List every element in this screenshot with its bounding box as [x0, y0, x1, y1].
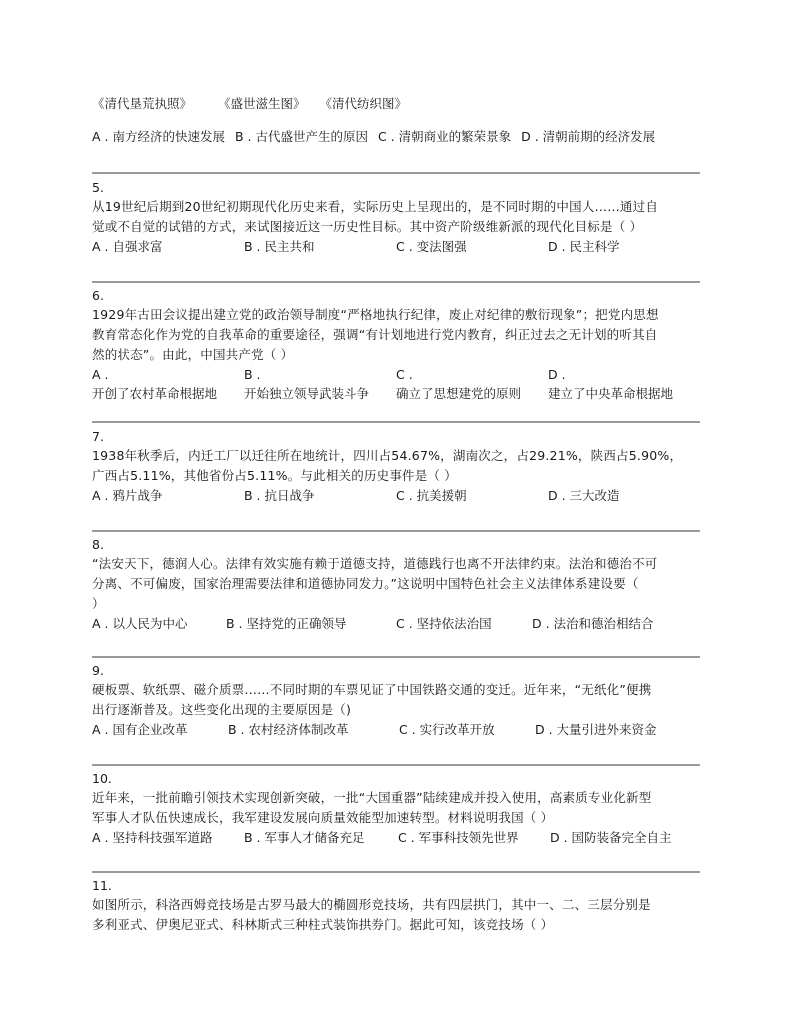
question-stem: 1938年秋季后，内迁工厂以迁往所在地统计，四川占54.67%，湖南次之，占29.21%，陕西占5.90%， 广西占5.11%，其他省份占5.11%。与此相关的历史事件是（ ） [92, 448, 683, 483]
divider [92, 871, 700, 873]
option-b[interactable]: B . 军事人才储备充足 [244, 830, 365, 845]
question-6 [92, 287, 702, 403]
option-d[interactable]: D . 民主科学 [548, 239, 620, 254]
option-a[interactable]: A . 坚持科技强军道路 [92, 830, 213, 845]
question-8 [92, 536, 702, 634]
option-b[interactable]: B . 开始独立领导武装斗争 [244, 367, 370, 401]
divider [92, 530, 700, 532]
caption-textile-painting: 《清代纺织图》 [319, 96, 408, 111]
option-b[interactable]: B . 古代盛世产生的原因 [234, 129, 368, 144]
question-number: 8. [92, 537, 104, 552]
option-a[interactable]: A . 开创了农村革命根据地 [92, 367, 218, 401]
question-stem: 硬板票、软纸票、磁介质票……不同时期的车票见证了中国铁路交通的变迁。近年来，“无纸化”便携 出行逐渐普及。这些变化出现的主要原因是（) [92, 682, 652, 717]
option-b[interactable]: B . 抗日战争 [244, 488, 315, 503]
question-5 [92, 179, 702, 257]
divider [92, 421, 700, 423]
question-11 [92, 877, 702, 935]
options [92, 720, 702, 740]
options [92, 365, 702, 403]
option-b[interactable]: B . 民主共和 [244, 239, 315, 254]
options [92, 614, 702, 634]
option-d[interactable]: D . 建立了中央革命根据地 [548, 367, 674, 401]
options [92, 237, 702, 257]
option-a[interactable]: A . 南方经济的快速发展 [92, 129, 225, 144]
option-c[interactable]: C . 确立了思想建党的原则 [396, 367, 522, 401]
option-c[interactable]: C . 变法图强 [396, 239, 467, 254]
option-d[interactable]: D . 法治和德治相结合 [532, 616, 654, 631]
option-d[interactable]: D . 大量引进外来资金 [535, 722, 657, 737]
options [92, 828, 702, 848]
option-c[interactable]: C . 抗美援朝 [396, 488, 467, 503]
option-c[interactable]: C . 实行改革开放 [399, 722, 495, 737]
option-a[interactable]: A . 以人民为中心 [92, 616, 188, 631]
option-a[interactable]: A . 自强求富 [92, 239, 163, 254]
option-a[interactable]: A . 鸦片战争 [92, 488, 163, 503]
question-number: 11. [92, 878, 112, 893]
options [92, 486, 702, 506]
divider [92, 764, 700, 766]
image-captions [92, 94, 407, 112]
caption-prosperity-painting: 《盛世滋生图》 [218, 96, 306, 111]
question-4-options [92, 127, 702, 147]
option-b[interactable]: B . 农村经济体制改革 [228, 722, 349, 737]
question-number: 6. [92, 288, 104, 303]
question-number: 10. [92, 771, 112, 786]
question-stem: 从19世纪后期到20世纪初期现代化历史来看，实际历史上呈现出的，是不同时期的中国人……通过自 觉或不自觉的试错的方式，来试图接近这一历史性目标。其中资产阶级维新派的现代化目标是（ ） [92, 199, 659, 234]
option-c[interactable]: C . 清朝商业的繁荣景象 [377, 129, 512, 144]
question-7 [92, 428, 702, 506]
option-d[interactable]: D . 清朝前期的经济发展 [521, 129, 656, 144]
question-stem: “法安天下，德润人心。法律有效实施有赖于道德支持，道德践行也离不开法律约束。法治和德治不可 分离、不可偏废，国家治理需要法律和道德协同发力。”这说明中国特色社会主义法律体系建设要（ ） [92, 556, 658, 611]
question-stem: 如图所示，科洛西姆竞技场是古罗马最大的椭圆形竞技场，共有四层拱门，其中一、二、三层分别是 多利亚式、伊奥尼亚式、科林斯式三种柱式装饰拱券门。据此可知，该竞技场（ ） [92, 897, 651, 932]
caption-land-license: 《清代垦荒执照》 [92, 96, 193, 111]
question-number: 5. [92, 180, 104, 195]
question-number: 7. [92, 429, 104, 444]
divider [92, 656, 700, 658]
option-d[interactable]: D . 国防装备完全自主 [550, 830, 672, 845]
option-a[interactable]: A . 国有企业改革 [92, 722, 188, 737]
divider [92, 281, 700, 283]
option-d[interactable]: D . 三大改造 [548, 488, 620, 503]
divider [92, 172, 700, 174]
option-c[interactable]: C . 军事科技领先世界 [398, 830, 519, 845]
option-b[interactable]: B . 坚持党的正确领导 [226, 616, 347, 631]
question-stem: 近年来，一批前瞻引领技术实现创新突破，一批“大国重器”陆续建成并投入使用，高素质专业化新型 军事人才队伍快速成长，我军建设发展向质量效能型加速转型。材料说明我国（ ） [92, 790, 652, 825]
question-number: 9. [92, 663, 104, 678]
option-c[interactable]: C . 坚持依法治国 [396, 616, 492, 631]
question-9 [92, 662, 702, 740]
question-10 [92, 770, 702, 848]
question-stem: 1929年古田会议提出建立党的政治领导制度“严格地执行纪律，废止对纪律的敷衍现象”；把党内思想 教育常态化作为党的自我革命的重要途径，强调“有计划地进行党内教育，纠正过去之无计划的听其自 然的状态”。由此，中国共产党（ ） [92, 307, 659, 362]
